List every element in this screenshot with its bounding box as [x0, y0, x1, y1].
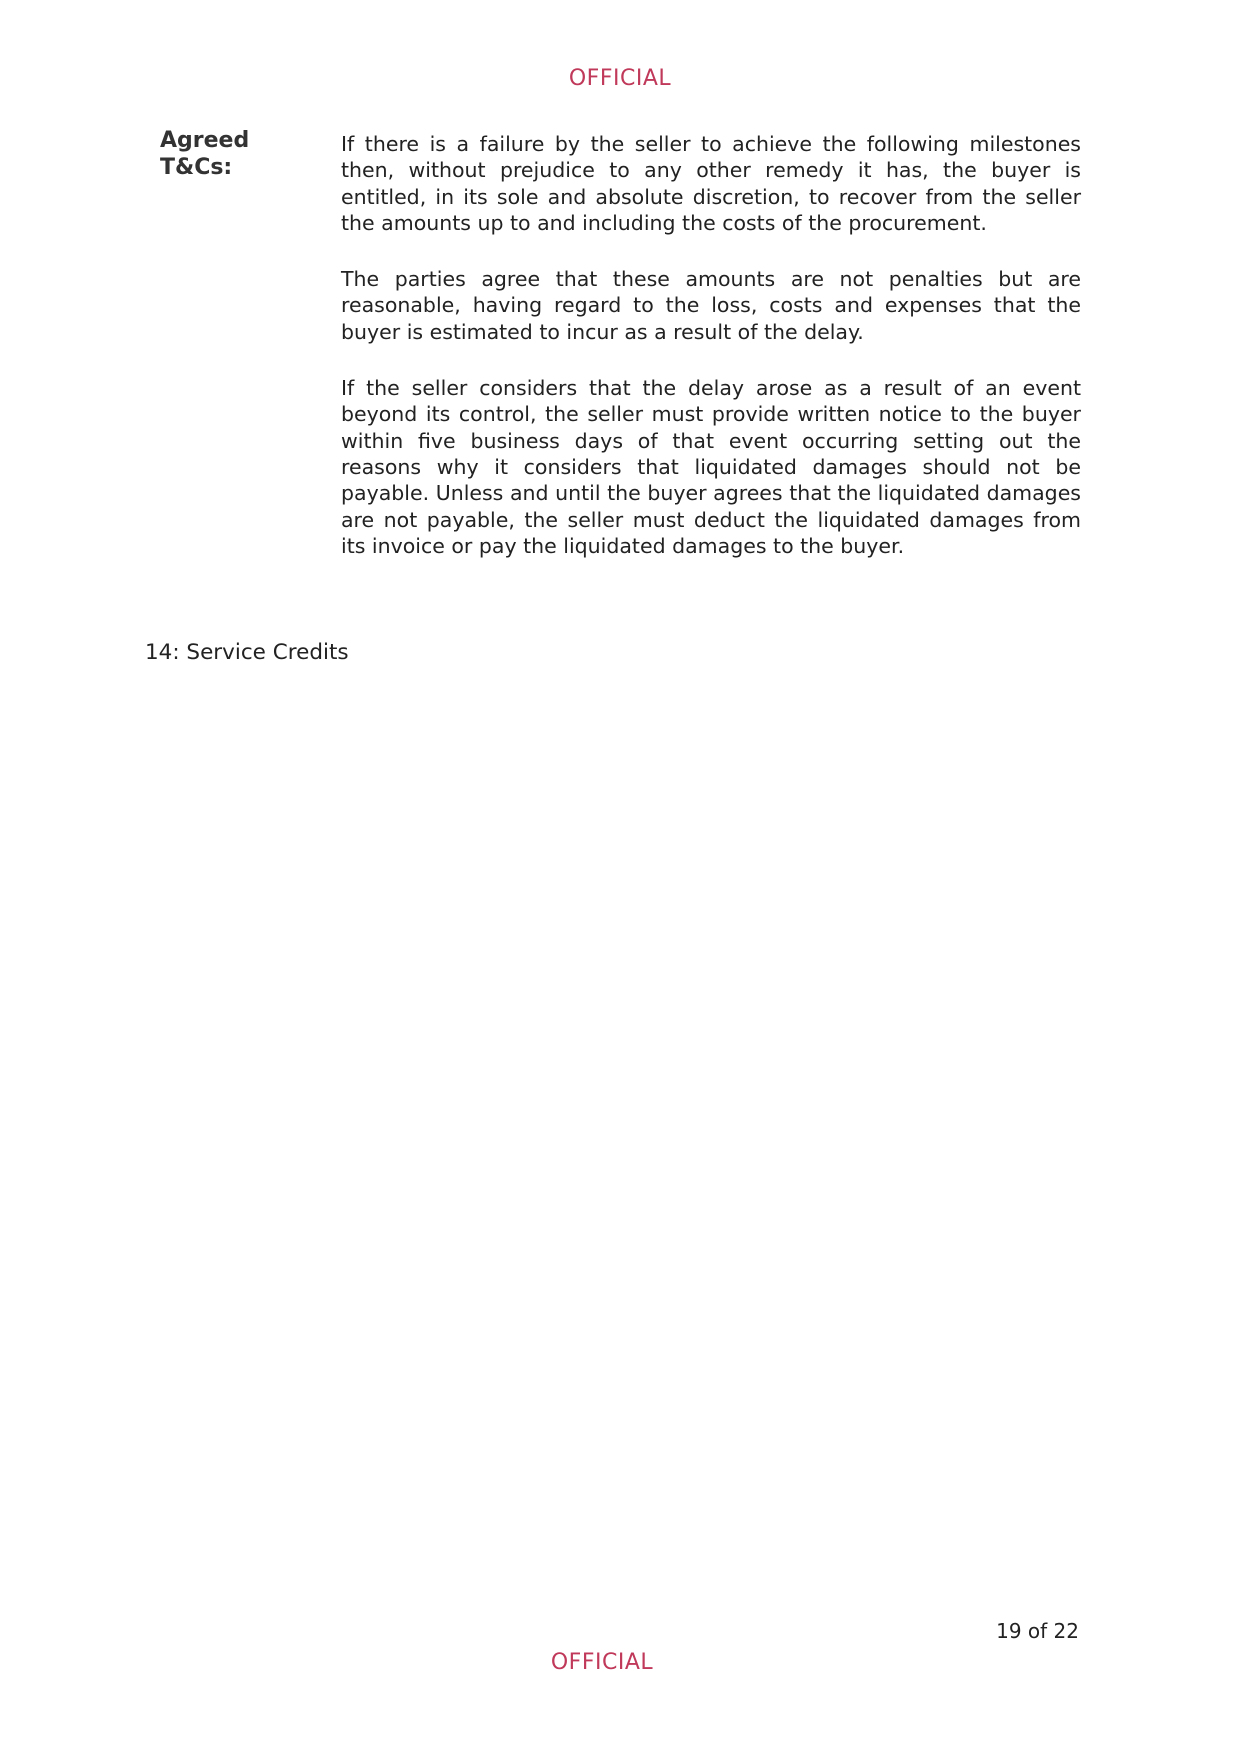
agreed-terms-label: Agreed T&Cs:	[160, 128, 250, 180]
terms-paragraph: The parties agree that these amounts are not penalties but are reasonable, having regard to the loss, costs and expenses that the buyer is estimated to incur as a result of the delay.	[341, 267, 1081, 344]
agreed-terms-body	[341, 131, 1081, 589]
section-heading: 14: Service Credits	[145, 640, 349, 665]
security-marking-top: OFFICIAL	[568, 66, 672, 91]
terms-paragraph: If there is a failure by the seller to achieve the following milestones then, without prejudice to any other remedy it has, the buyer is entitled, in its sole and absolute discretion, to recover from the seller the amounts up to and including the costs of the procurement.	[341, 132, 1081, 235]
security-marking-bottom: OFFICIAL	[550, 1650, 654, 1675]
page-number: 19 of 22	[996, 1619, 1079, 1643]
terms-paragraph: If the seller considers that the delay arose as a result of an event beyond its control, the seller must provide written notice to the buyer within five business days of that event occurring setting out the reasons why it considers that liquidated damages should not be payable. Unless and until the buyer agrees that the liquidated damages are not payable, the seller must deduct the liquidated damages from its invoice or pay the liquidated damages to the buyer.	[341, 376, 1081, 558]
